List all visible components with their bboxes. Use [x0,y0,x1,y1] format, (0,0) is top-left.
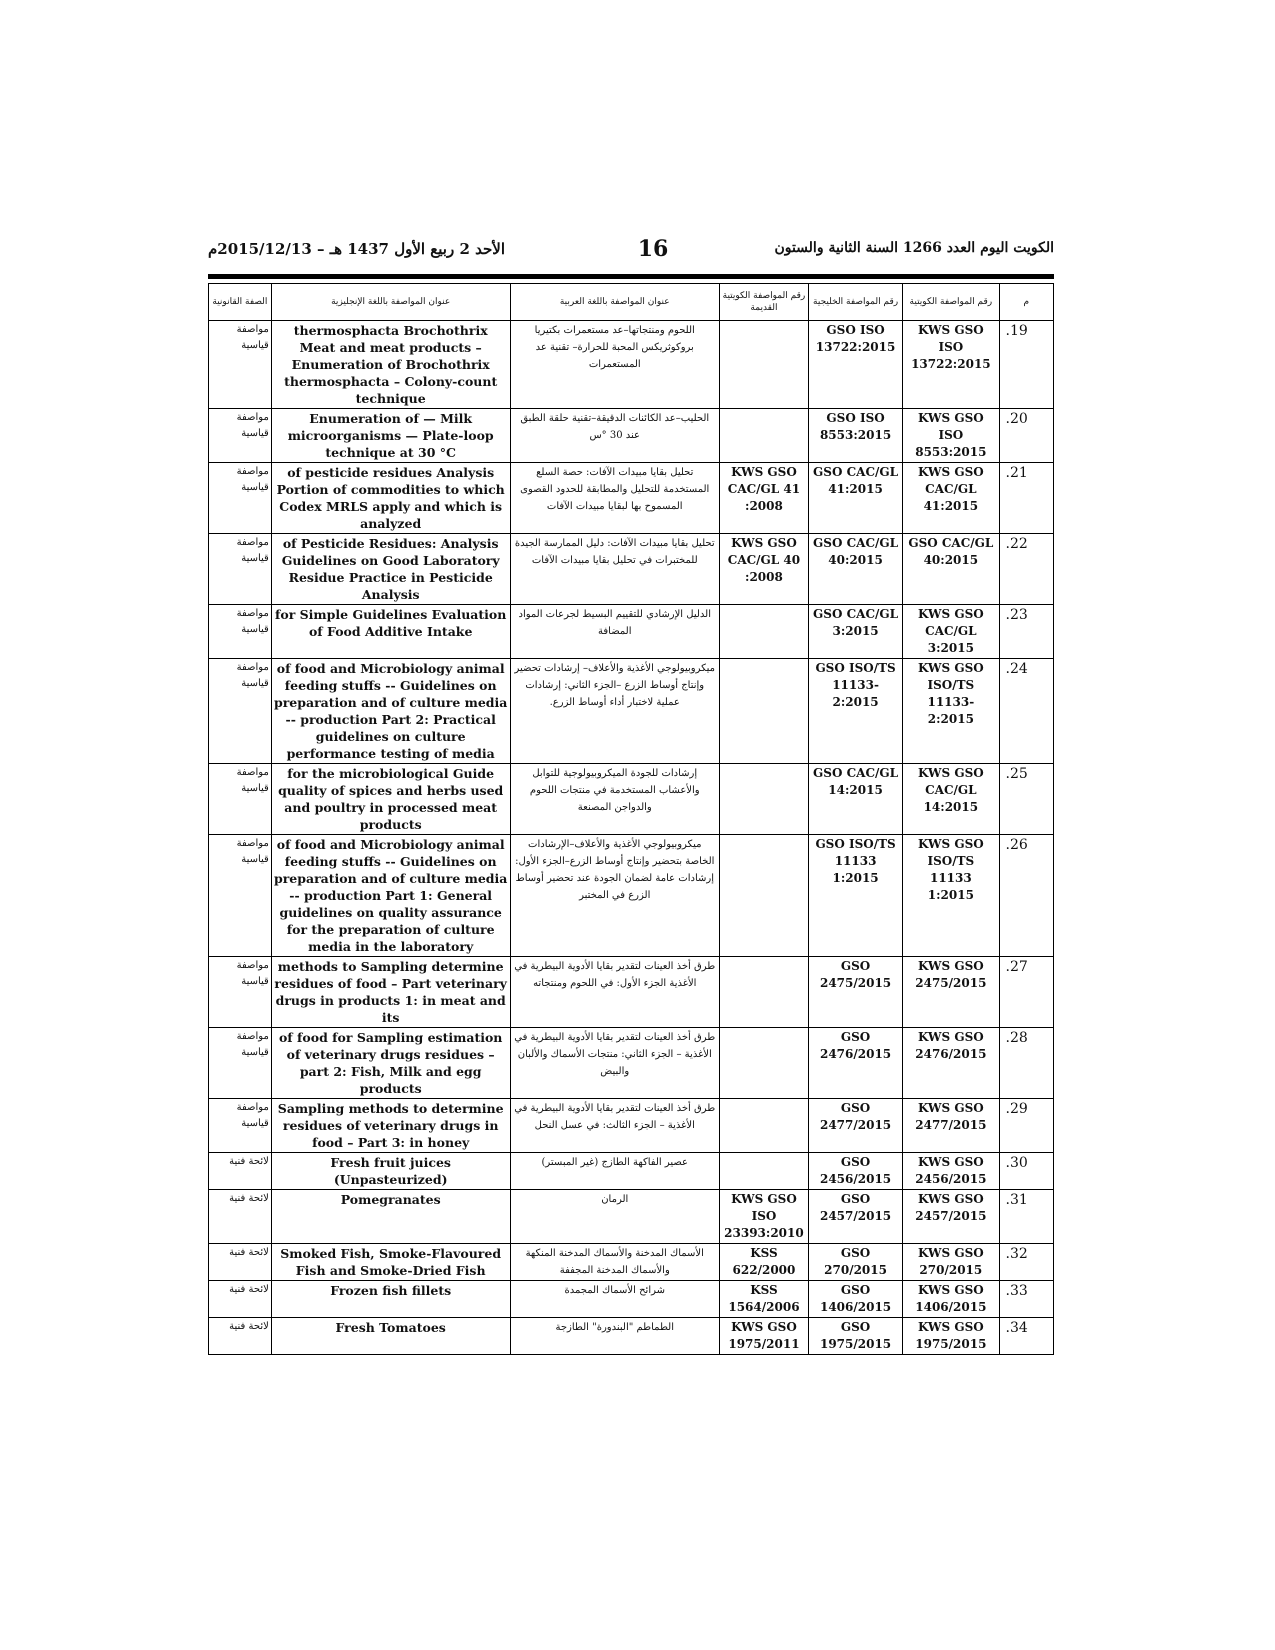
title-english: methods to Sampling determine residues of food – Part veterinary drugs in products 1: in meat and its [271,957,510,1028]
gulf-code: GSO 2476/2015 [808,1028,902,1099]
title-arabic: الطماطم "البندورة" الطازجة [510,1318,719,1355]
gulf-code: GSO CAC/GL 41:2015 [808,463,902,534]
row-number: .30 [999,1153,1053,1190]
title-arabic: شرائح الأسماك المجمدة [510,1281,719,1318]
table-row [209,321,1054,409]
legal-status: مواصفة قياسية [209,605,272,659]
table-row [209,605,1054,659]
kuwaiti-code: KWS GSO 2475/2015 [903,957,999,1028]
title-english: of food and Microbiology animal feeding stuffs -- Guidelines on preparation and of culture media -- production Part 1: General guidelines on quality assurance for the preparation of culture media in the laboratory [271,835,510,957]
title-arabic: الرمان [510,1190,719,1244]
legal-status: مواصفة قياسية [209,835,272,957]
gulf-code: GSO 2475/2015 [808,957,902,1028]
title-arabic: الأسماك المدخنة والأسماك المدخنة المنكهة والأسماك المدخنة المجففة [510,1244,719,1281]
gulf-code: GSO CAC/GL 3:2015 [808,605,902,659]
col-no-header: م [999,284,1053,321]
row-number: .27 [999,957,1053,1028]
gulf-code: GSO ISO/TS 11133-2:2015 [808,659,902,764]
row-number: .26 [999,835,1053,957]
title-arabic: طرق أخذ العينات لتقدير بقايا الأدوية البيطرية في الأغذية – الجزء الثالث: في عسل النحل [510,1099,719,1153]
title-english: Enumeration of — Milk microorganisms — Plate-loop technique at 30 °C [271,409,510,463]
old-kuwaiti-code [719,659,808,764]
table-header-row [209,284,1054,321]
title-arabic: عصير الفاكهة الطازج (غير المبستر) [510,1153,719,1190]
row-number: .33 [999,1281,1053,1318]
col-title-en-header: عنوان المواصفة باللغة الإنجليزية [271,284,510,321]
kuwaiti-code: KWS GSO CAC/GL 41:2015 [903,463,999,534]
row-number: .29 [999,1099,1053,1153]
gulf-code: GSO 2477/2015 [808,1099,902,1153]
table-row [209,1099,1054,1153]
page-number: 16 [637,236,669,262]
kuwaiti-code: KWS GSO CAC/GL 14:2015 [903,764,999,835]
table-row [209,409,1054,463]
title-english: Sampling methods to determine residues of veterinary drugs in food – Part 3: in honey [271,1099,510,1153]
old-kuwaiti-code [719,957,808,1028]
table-row [209,463,1054,534]
legal-status: لائحة فنية [209,1244,272,1281]
col-title-ar-header: عنوان المواصفة باللغة العربية [510,284,719,321]
gulf-code: GSO 1975/2015 [808,1318,902,1355]
title-english: of food for Sampling estimation of veterinary drugs residues –part 2: Fish, Milk and egg products [271,1028,510,1099]
gulf-code: GSO ISO/TS 11133 1:2015 [808,835,902,957]
old-kuwaiti-code [719,764,808,835]
kuwaiti-code: KWS GSO CAC/GL 3:2015 [903,605,999,659]
kuwaiti-code: KWS GSO ISO 8553:2015 [903,409,999,463]
old-kuwaiti-code [719,835,808,957]
row-number: .23 [999,605,1053,659]
row-number: .28 [999,1028,1053,1099]
row-number: .19 [999,321,1053,409]
row-number: .31 [999,1190,1053,1244]
col-kw-header: رقم المواصفة الكويتية [903,284,999,321]
gulf-code: GSO 270/2015 [808,1244,902,1281]
gulf-code: GSO CAC/GL 40:2015 [808,534,902,605]
legal-status: مواصفة قياسية [209,463,272,534]
kuwaiti-code: KWS GSO ISO/TS 11133-2:2015 [903,659,999,764]
gazette-date: الأحد 2 ربيع الأول 1437 هـ – 2015/12/13م [208,240,505,258]
row-number: .20 [999,409,1053,463]
kuwaiti-code: KWS GSO 1406/2015 [903,1281,999,1318]
legal-status: مواصفة قياسية [209,957,272,1028]
table-row [209,1153,1054,1190]
title-english: of Pesticide Residues: Analysis Guidelines on Good Laboratory Residue Practice in Pesticide Analysis [271,534,510,605]
header-rule [208,274,1054,279]
table-row [209,1190,1054,1244]
title-arabic: اللحوم ومنتجاتها–عد مستعمرات بكتيريا بروكوثريكس المحبة للحرارة– تقنية عد المستعمرات [510,321,719,409]
row-number: .34 [999,1318,1053,1355]
legal-status: لائحة فنية [209,1318,272,1355]
kuwaiti-code: KWS GSO ISO 13722:2015 [903,321,999,409]
standards-table [208,283,1054,1355]
old-kuwaiti-code [719,321,808,409]
table-row [209,1318,1054,1355]
table-row [209,1281,1054,1318]
kuwaiti-code: KWS GSO 2476/2015 [903,1028,999,1099]
title-english: of food and Microbiology animal feeding stuffs -- Guidelines on preparation and of culture media -- production Part 2: Practical guidelines on culture performance testing of media [271,659,510,764]
title-arabic: الحليب–عد الكائنات الدقيقة–تقنية حلقة الطبق عند 30 °س [510,409,719,463]
title-arabic: ميكروبيولوجي الأغذية والأعلاف–الإرشادات الخاصة بتحضير وإنتاج أوساط الزرع–الجزء الأول: إرشادات عامة لضمان الجودة عند تحضير أوساط الزرع في المختبر [510,835,719,957]
kuwaiti-code: KWS GSO 270/2015 [903,1244,999,1281]
title-english: Fresh Tomatoes [271,1318,510,1355]
table-row [209,1028,1054,1099]
col-old-kw-header: رقم المواصفة الكويتية القديمة [719,284,808,321]
title-arabic: طرق أخذ العينات لتقدير بقايا الأدوية البيطرية في الأغذية – الجزء الثاني: منتجات الأسماك والألبان والبيض [510,1028,719,1099]
row-number: .22 [999,534,1053,605]
row-number: .21 [999,463,1053,534]
table-row [209,957,1054,1028]
gulf-code: GSO 2456/2015 [808,1153,902,1190]
title-arabic: الدليل الإرشادي للتقييم البسيط لجرعات المواد المضافة [510,605,719,659]
old-kuwaiti-code: KSS 1564/2006 [719,1281,808,1318]
title-english: Fresh fruit juices (Unpasteurized) [271,1153,510,1190]
legal-status: مواصفة قياسية [209,321,272,409]
old-kuwaiti-code [719,605,808,659]
legal-status: لائحة فنية [209,1281,272,1318]
legal-status: مواصفة قياسية [209,1028,272,1099]
row-number: .25 [999,764,1053,835]
old-kuwaiti-code: KWS GSO CAC/GL 40 :2008 [719,534,808,605]
page-header [208,236,1054,278]
legal-status: مواصفة قياسية [209,1099,272,1153]
legal-status: مواصفة قياسية [209,659,272,764]
kuwaiti-code: KWS GSO 2477/2015 [903,1099,999,1153]
gulf-code: GSO 2457/2015 [808,1190,902,1244]
title-arabic: طرق أخذ العينات لتقدير بقايا الأدوية البيطرية في الأغذية الجزء الأول: في اللحوم ومنتجاته [510,957,719,1028]
table-row [209,764,1054,835]
table-row [209,534,1054,605]
old-kuwaiti-code: KWS GSO CAC/GL 41 :2008 [719,463,808,534]
title-english: for the microbiological Guide quality of spices and herbs used and poultry in processed meat products [271,764,510,835]
kuwaiti-code: KWS GSO 2457/2015 [903,1190,999,1244]
old-kuwaiti-code [719,1028,808,1099]
old-kuwaiti-code [719,1153,808,1190]
old-kuwaiti-code: KWS GSO ISO 23393:2010 [719,1190,808,1244]
title-arabic: تحليل بقايا مبيدات الآفات: حصة السلع المستخدمة للتحليل والمطابقة للحدود القصوى المسموح بها لبقايا مبيدات الآفات [510,463,719,534]
row-number: .24 [999,659,1053,764]
title-english: Smoked Fish, Smoke-Flavoured Fish and Smoke-Dried Fish [271,1244,510,1281]
kuwaiti-code: KWS GSO 1975/2015 [903,1318,999,1355]
title-arabic: تحليل بقايا مبيدات الآفات: دليل الممارسة الجيدة للمختبرات في تحليل بقايا مبيدات الآفات [510,534,719,605]
title-english: of pesticide residues Analysis Portion of commodities to which Codex MRLS apply and which is analyzed [271,463,510,534]
kuwaiti-code: KWS GSO ISO/TS 11133 1:2015 [903,835,999,957]
old-kuwaiti-code: KSS 622/2000 [719,1244,808,1281]
title-english: thermosphacta Brochothrix Meat and meat products – Enumeration of Brochothrix thermosphacta – Colony-count technique [271,321,510,409]
table-row [209,659,1054,764]
kuwaiti-code: GSO CAC/GL 40:2015 [903,534,999,605]
gulf-code: GSO 1406/2015 [808,1281,902,1318]
col-legal-header: الصفة القانونية [209,284,272,321]
title-english: for Simple Guidelines Evaluation of Food Additive Intake [271,605,510,659]
table-row [209,1244,1054,1281]
legal-status: لائحة فنية [209,1153,272,1190]
old-kuwaiti-code [719,409,808,463]
legal-status: مواصفة قياسية [209,764,272,835]
title-english: Frozen fish fillets [271,1281,510,1318]
title-arabic: ميكروبيولوجي الأغذية والأعلاف– إرشادات تحضير وإنتاج أوساط الزرع –الجزء الثاني: إرشادات عملية لاختبار أداء أوساط الزرع. [510,659,719,764]
gulf-code: GSO CAC/GL 14:2015 [808,764,902,835]
row-number: .32 [999,1244,1053,1281]
title-arabic: إرشادات للجودة الميكروبيولوجية للتوابل والأعشاب المستخدمة في منتجات اللحوم والدواجن المصنعة [510,764,719,835]
legal-status: مواصفة قياسية [209,534,272,605]
title-english: Pomegranates [271,1190,510,1244]
gulf-code: GSO ISO 13722:2015 [808,321,902,409]
legal-status: لائحة فنية [209,1190,272,1244]
col-gulf-header: رقم المواصفة الخليجية [808,284,902,321]
old-kuwaiti-code [719,1099,808,1153]
kuwaiti-code: KWS GSO 2456/2015 [903,1153,999,1190]
legal-status: مواصفة قياسية [209,409,272,463]
table-row [209,835,1054,957]
old-kuwaiti-code: KWS GSO 1975/2011 [719,1318,808,1355]
gulf-code: GSO ISO 8553:2015 [808,409,902,463]
gazette-issue: الكويت اليوم العدد 1266 السنة الثانية والستون [774,240,1054,256]
